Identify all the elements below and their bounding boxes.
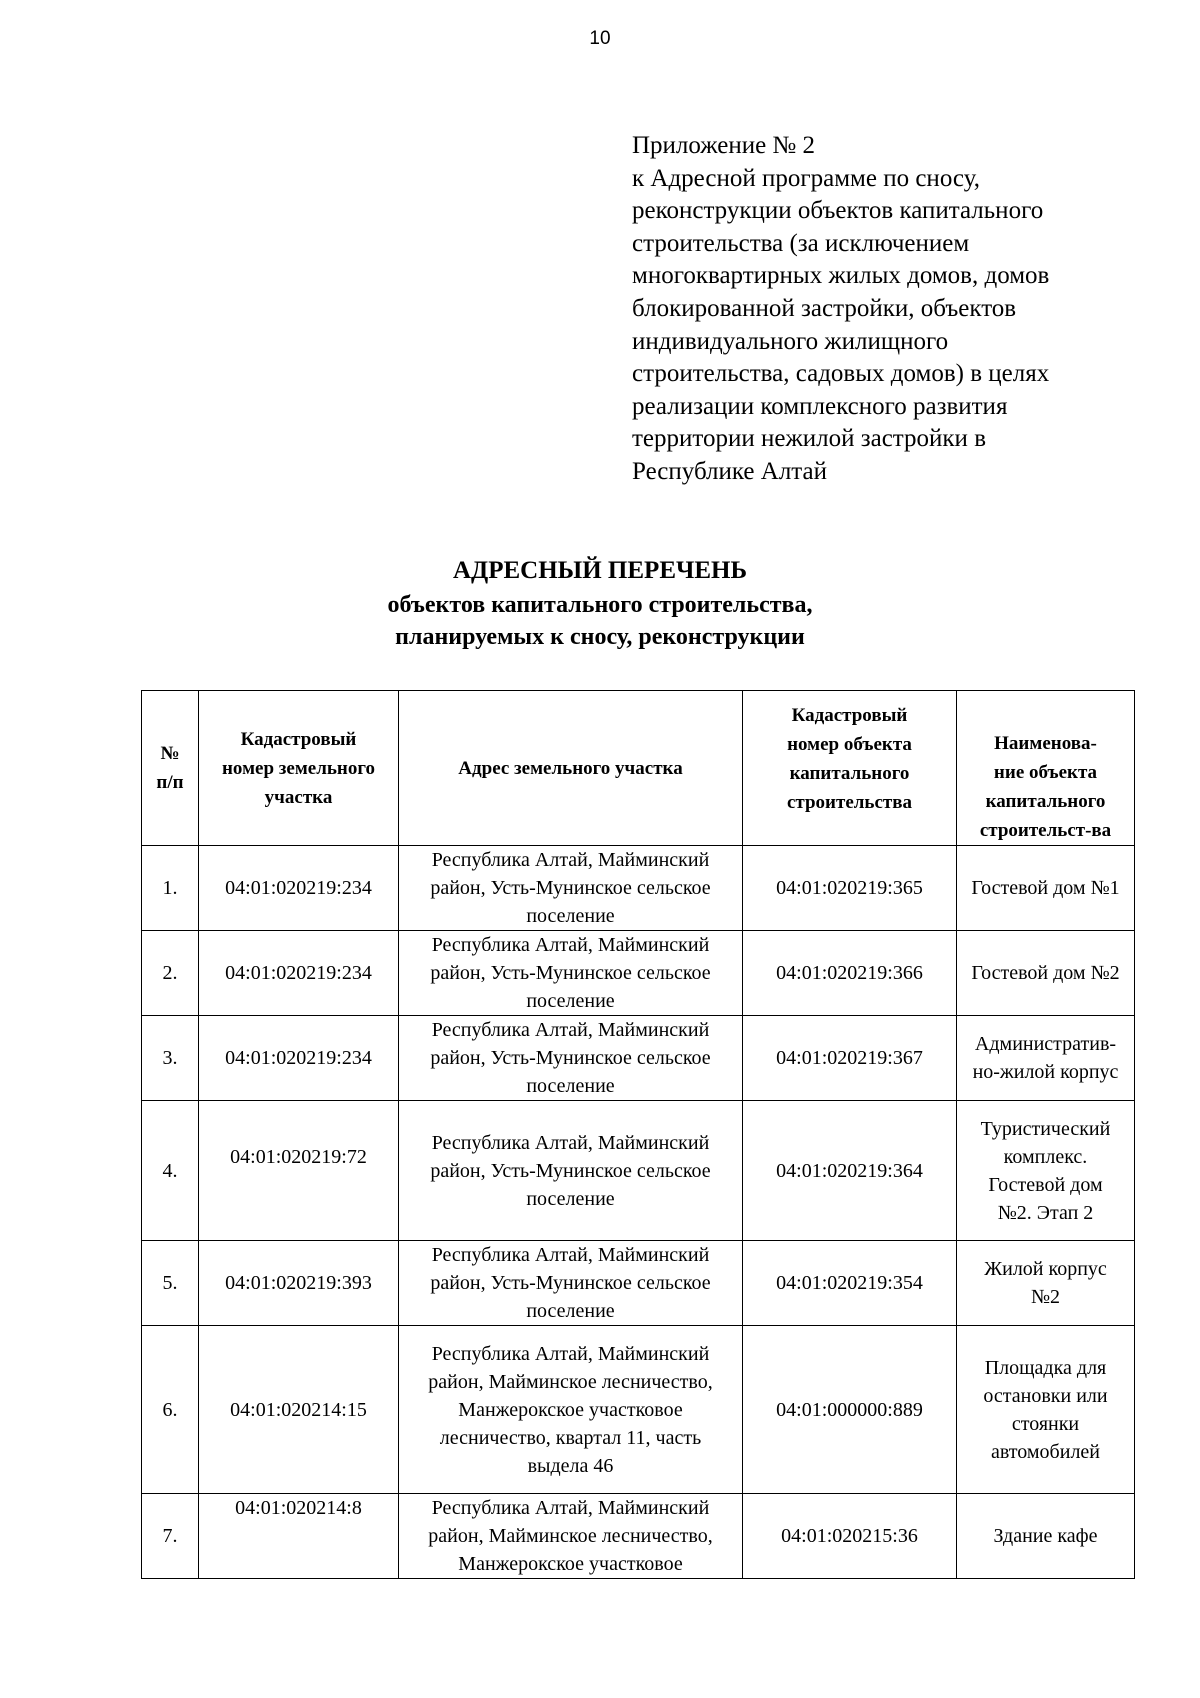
header-line: участка (264, 786, 333, 808)
row-object-cadastral: 04:01:000000:889 (743, 1326, 957, 1494)
address-line: поселение (526, 905, 615, 927)
header-num (142, 691, 199, 846)
address-line: Манжерокское участковое (458, 1398, 683, 1421)
header-line: п/п (156, 772, 184, 793)
row-land-cadastral: 04:01:020219:72 (199, 1101, 399, 1241)
name-line: Гостевой дом №2 (971, 962, 1120, 984)
name-line: стоянки (1011, 1412, 1080, 1435)
table-row (142, 1326, 1135, 1494)
row-num: 6. (142, 1326, 199, 1494)
header-object-cadastral (743, 691, 957, 846)
name-line: остановки или (983, 1384, 1108, 1407)
address-line: район, Усть-Мунинское сельское (430, 1047, 711, 1069)
table-row (142, 1241, 1135, 1326)
table-row (142, 846, 1135, 931)
row-num: 7. (142, 1494, 199, 1579)
address-line: Республика Алтай, Майминский (431, 1019, 710, 1041)
name-line: Площадка для (984, 1356, 1107, 1379)
address-line: поселение (526, 1075, 615, 1097)
address-line: Республика Алтай, Майминский (431, 1497, 710, 1519)
row-object-cadastral: 04:01:020215:36 (743, 1494, 957, 1579)
header-line: Адрес земельного участка (458, 757, 683, 779)
row-object-name (957, 846, 1135, 931)
table-row (142, 931, 1135, 1016)
row-address (399, 846, 743, 931)
table-row (142, 1494, 1135, 1579)
row-num: 4. (142, 1101, 199, 1241)
header-line: капитального (789, 763, 910, 784)
appendix-line: многоквартирных жилых домов, домов (632, 262, 1050, 290)
appendix-line: реконструкции объектов капитального (632, 197, 1044, 225)
row-address (399, 1016, 743, 1101)
objects-table (141, 690, 1135, 1579)
header-line: капитального (985, 791, 1106, 812)
appendix-line: Республике Алтай (632, 457, 827, 485)
row-num: 2. (142, 931, 199, 1016)
address-line: район, Усть-Мунинское сельское (430, 962, 711, 984)
row-object-name (957, 1494, 1135, 1579)
page-number: 10 (589, 28, 611, 49)
address-line: Манжерокское участковое (458, 1553, 683, 1575)
row-object-name (957, 1016, 1135, 1101)
header-line: № (160, 743, 180, 764)
appendix-line: блокированной застройки, объектов (632, 294, 1017, 322)
name-line: Гостевой дом №1 (971, 877, 1120, 899)
table-row (142, 1101, 1135, 1241)
appendix-line: реализации комплексного развития (632, 392, 1008, 420)
row-address (399, 1494, 743, 1579)
address-line: поселение (526, 1187, 615, 1210)
name-line: но-жилой корпус (972, 1061, 1119, 1083)
row-object-cadastral: 04:01:020219:366 (743, 931, 957, 1016)
address-line: Республика Алтай, Майминский (431, 1131, 710, 1154)
name-line: Жилой корпус (984, 1258, 1107, 1280)
title-line-subtitle: объектов капитального строительства, (387, 592, 813, 618)
address-line: район, Усть-Мунинское сельское (430, 1272, 711, 1294)
address-line: Республика Алтай, Майминский (431, 849, 710, 871)
header-address (399, 691, 743, 846)
header-line: ние объекта (993, 762, 1098, 783)
row-object-cadastral: 04:01:020219:364 (743, 1101, 957, 1241)
row-num: 3. (142, 1016, 199, 1101)
address-line: лесничество, квартал 11, часть (439, 1426, 702, 1449)
name-line: №2 (1030, 1286, 1061, 1308)
row-address (399, 1241, 743, 1326)
row-address (399, 931, 743, 1016)
appendix-line: индивидуального жилищного (632, 327, 949, 355)
row-land-cadastral: 04:01:020219:234 (199, 931, 399, 1016)
row-land-cadastral: 04:01:020219:234 (199, 1016, 399, 1101)
row-land-cadastral: 04:01:020214:8 (199, 1494, 399, 1579)
header-line: номер объекта (787, 734, 912, 755)
appendix-line: к Адресной программе по сносу, (632, 164, 980, 192)
header-line: номер земельного (221, 757, 376, 779)
row-object-name (957, 931, 1135, 1016)
header-line: Кадастровый (791, 705, 908, 726)
header-line: Кадастровый (240, 728, 357, 750)
title-line-main: АДРЕСНЫЙ ПЕРЕЧЕНЬ (452, 557, 747, 584)
appendix-line: строительства (за исключением (632, 229, 970, 257)
address-line: Республика Алтай, Майминский (431, 934, 710, 956)
row-object-name (957, 1101, 1135, 1241)
appendix-note (632, 130, 1152, 489)
document-title (0, 553, 1200, 653)
row-object-name (957, 1326, 1135, 1494)
name-line: Гостевой дом (988, 1173, 1103, 1196)
name-line: Туристический (980, 1117, 1111, 1140)
row-land-cadastral: 04:01:020214:15 (199, 1326, 399, 1494)
row-object-cadastral: 04:01:020219:367 (743, 1016, 957, 1101)
address-line: поселение (526, 1300, 615, 1322)
appendix-line: строительства, садовых домов) в целях (632, 360, 1050, 388)
row-address (399, 1326, 743, 1494)
header-line: строительства (786, 792, 912, 813)
row-land-cadastral: 04:01:020219:393 (199, 1241, 399, 1326)
name-line: №2. Этап 2 (997, 1201, 1094, 1224)
row-object-cadastral: 04:01:020219:354 (743, 1241, 957, 1326)
row-object-name (957, 1241, 1135, 1326)
name-line: Административ- (974, 1033, 1117, 1055)
header-object-name (957, 691, 1135, 846)
appendix-line: территории нежилой застройки в (632, 425, 986, 453)
title-line-subtitle: планируемых к сносу, реконструкции (395, 624, 805, 650)
appendix-line: Приложение № 2 (632, 132, 816, 159)
header-line: строительст-ва (979, 820, 1112, 841)
address-line: район, Усть-Мунинское сельское (430, 1159, 711, 1182)
header-line: Наименова- (994, 733, 1097, 754)
table-row (142, 1016, 1135, 1101)
address-line: выдела 46 (527, 1454, 614, 1477)
name-line: автомобилей (990, 1440, 1100, 1463)
header-land-cadastral (199, 691, 399, 846)
table-header-row (142, 691, 1135, 846)
address-line: район, Майминское лесничество, (428, 1370, 713, 1393)
address-line: район, Усть-Мунинское сельское (430, 877, 711, 899)
address-line: район, Майминское лесничество, (428, 1525, 713, 1547)
row-num: 1. (142, 846, 199, 931)
row-land-cadastral: 04:01:020219:234 (199, 846, 399, 931)
address-line: Республика Алтай, Майминский (431, 1342, 710, 1365)
row-address (399, 1101, 743, 1241)
address-line: Республика Алтай, Майминский (431, 1244, 710, 1266)
address-line: поселение (526, 990, 615, 1012)
row-object-cadastral: 04:01:020219:365 (743, 846, 957, 931)
row-num: 5. (142, 1241, 199, 1326)
name-line: Здание кафе (993, 1525, 1098, 1547)
name-line: комплекс. (1003, 1145, 1088, 1168)
